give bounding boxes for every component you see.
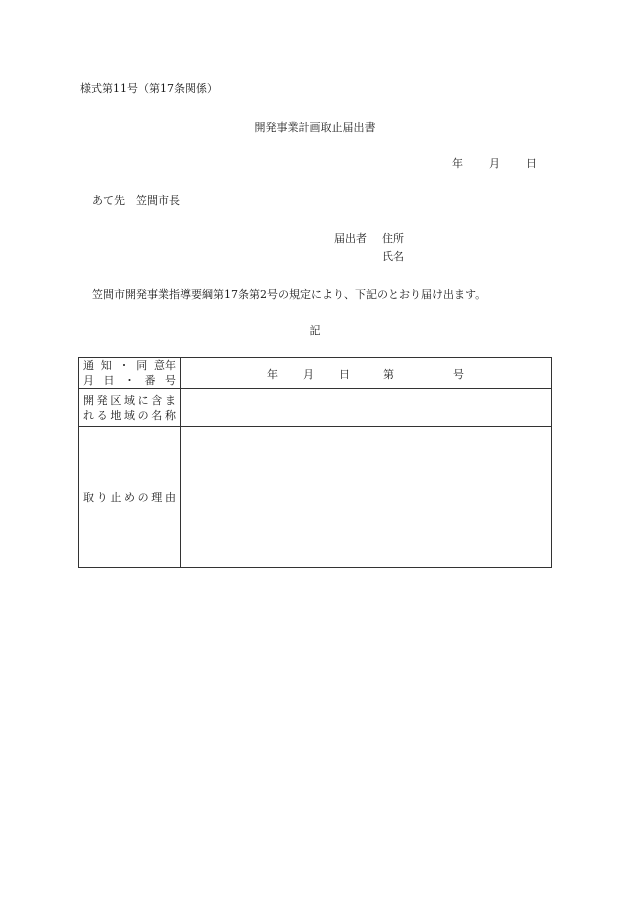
value-dai-label: 第 xyxy=(383,368,394,381)
area-name-label-line2: れ る 地 域 の 名 称 xyxy=(83,408,176,422)
notification-date-label-cell xyxy=(79,358,181,389)
addressee: あて先 笠間市長 xyxy=(92,194,180,207)
notifier-name-label: 氏名 xyxy=(382,250,404,263)
notification-date-value-cell[interactable] xyxy=(181,358,552,389)
date-month-label: 月 xyxy=(489,157,500,170)
form-number: 様式第11号（第17条関係） xyxy=(80,82,218,95)
date-year-label: 年 xyxy=(452,157,463,170)
date-day-label: 日 xyxy=(526,157,537,170)
notification-date-label-line1: 通 知 ・ 同 意年 xyxy=(83,359,176,372)
value-day-label: 日 xyxy=(339,368,350,381)
body-text: 笠間市開発事業指導要綱第17条第2号の規定により、下記のとおり届け出ます。 xyxy=(92,288,487,301)
submission-date xyxy=(452,155,537,171)
reason-value-cell[interactable] xyxy=(181,427,552,568)
reason-label: 取 り 止 め の 理 由 xyxy=(83,490,176,504)
value-go-label: 号 xyxy=(453,368,464,381)
document-title: 開発事業計画取止届出書 xyxy=(254,121,376,134)
area-name-value-cell[interactable] xyxy=(181,389,552,427)
table-row-reason xyxy=(79,427,552,568)
value-year-label: 年 xyxy=(267,368,278,381)
value-month-label: 月 xyxy=(303,368,314,381)
notifier-address-label: 住所 xyxy=(382,232,404,245)
notification-date-label-line2: 月 日 ・ 番 号 xyxy=(83,374,176,387)
table-row-notification-date xyxy=(79,358,552,389)
table-row-area-name xyxy=(79,389,552,427)
area-name-label-line1: 開 発 区 域 に 含 ま xyxy=(83,393,176,407)
notifier-label: 届出者 xyxy=(334,232,367,245)
details-table xyxy=(78,357,552,568)
area-name-label-cell xyxy=(79,389,181,427)
reason-label-cell xyxy=(79,427,181,568)
ki-heading: 記 xyxy=(309,324,321,337)
